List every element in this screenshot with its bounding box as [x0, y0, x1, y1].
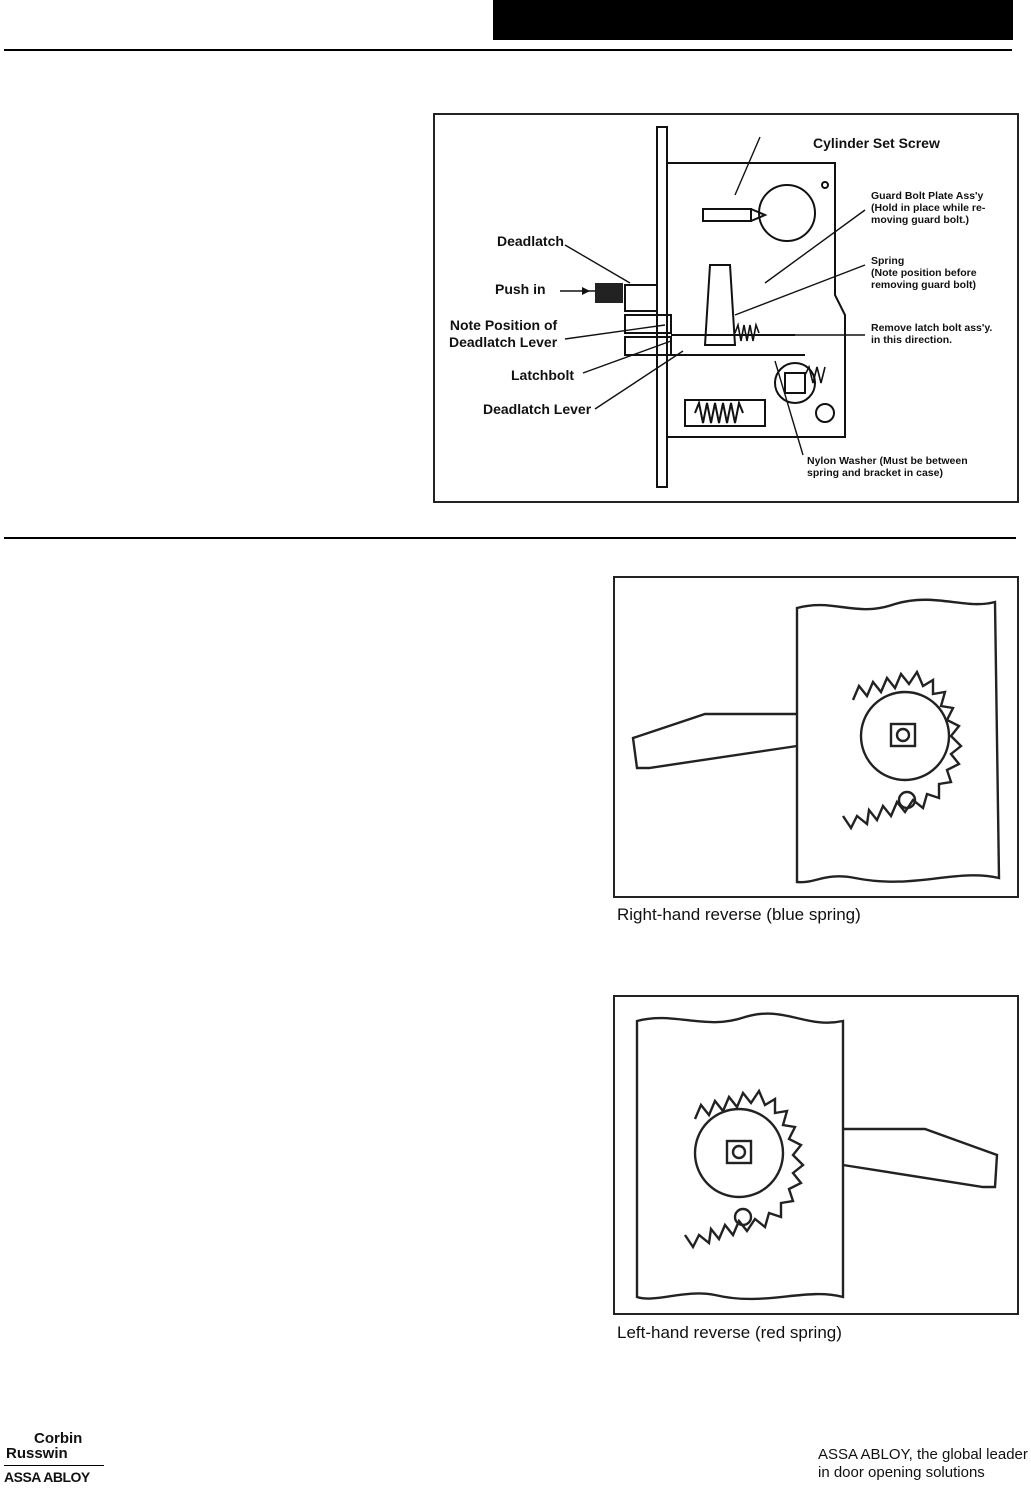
callout-push-in: Push in	[495, 281, 546, 297]
left-hand-reverse-figure	[613, 995, 1019, 1315]
callout-deadlatch-lever: Deadlatch Lever	[483, 401, 592, 417]
brand-line-corbin: Corbin	[34, 1430, 83, 1447]
callout-spring: Spring (Note position before removing guard bolt)	[871, 255, 977, 291]
assa-abloy-logo-text: ASSA ABLOY	[4, 1469, 90, 1485]
corbin-russwin-logo	[4, 1432, 104, 1485]
callout-cylinder-set-screw: Cylinder Set Screw	[813, 135, 940, 151]
callout-nylon-washer: Nylon Washer (Must be between spring and bracket in case)	[807, 455, 968, 479]
brand-divider	[4, 1465, 104, 1466]
header-bar	[493, 0, 1013, 40]
callout-guard-bolt-plate: Guard Bolt Plate Ass'y (Hold in place while re- moving guard bolt.)	[871, 190, 986, 226]
top-rule	[4, 49, 1012, 51]
right-hand-reverse-drawing	[615, 578, 1017, 896]
callout-deadlatch: Deadlatch	[497, 233, 564, 249]
right-hand-reverse-figure	[613, 576, 1019, 898]
callout-latchbolt: Latchbolt	[511, 367, 574, 383]
callout-remove-latch-bolt: Remove latch bolt ass'y. in this direction.	[871, 322, 993, 346]
left-hand-reverse-drawing	[615, 997, 1017, 1313]
footer-tagline	[818, 1446, 1028, 1482]
brand-line-russwin: Russwin	[6, 1445, 68, 1462]
tagline-line-1: ASSA ABLOY, the global leader	[818, 1446, 1028, 1463]
callout-note-position: Note Position of Deadlatch Lever	[449, 317, 558, 350]
push-in-spring	[595, 283, 623, 303]
left-hand-reverse-caption: Left-hand reverse (red spring)	[617, 1323, 842, 1342]
tagline-line-2: in door opening solutions	[818, 1464, 985, 1481]
mortise-lock-drawing	[435, 115, 1017, 501]
mortise-lock-figure	[433, 113, 1019, 503]
middle-rule	[4, 537, 1016, 539]
right-hand-reverse-caption: Right-hand reverse (blue spring)	[617, 905, 861, 924]
